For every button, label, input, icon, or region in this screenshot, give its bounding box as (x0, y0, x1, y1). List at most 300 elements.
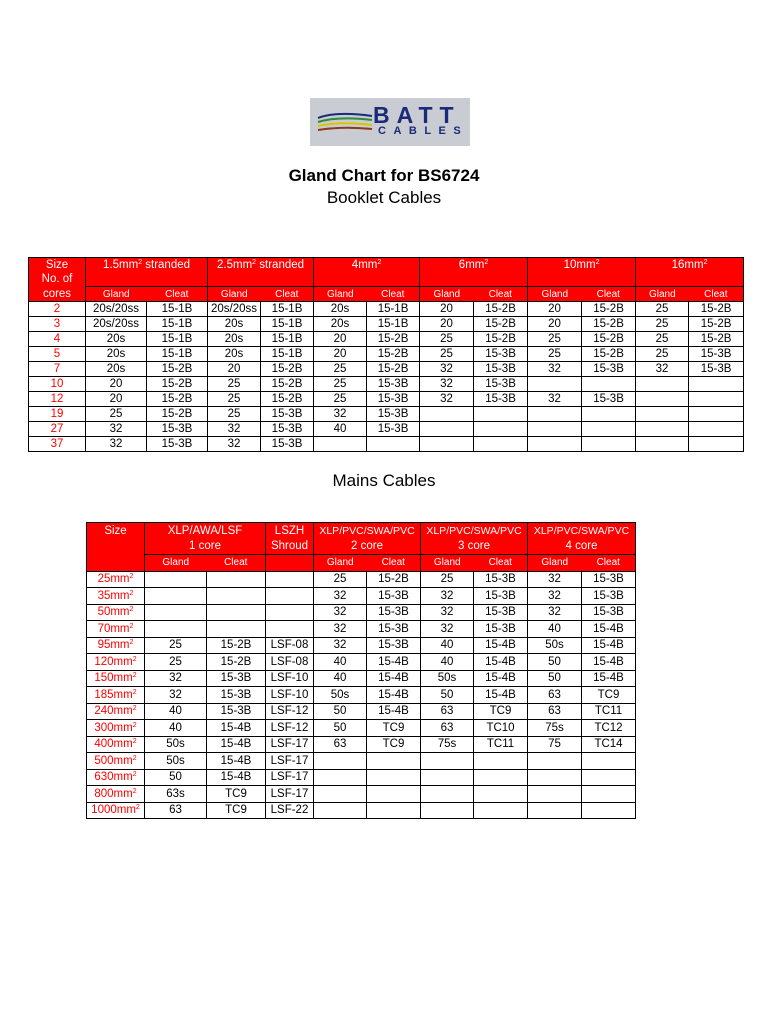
cleat-cell: 15-1B (367, 317, 420, 332)
cores-header: cores (29, 287, 86, 302)
gland-cell (314, 437, 367, 452)
cleat-cell (474, 802, 528, 819)
cleat-cell: 15-3B (207, 703, 266, 720)
gland-cell (314, 786, 367, 803)
cleat-cell: 15-2B (147, 377, 208, 392)
gland-cell: 63 (528, 703, 582, 720)
gland-cell: 25 (421, 571, 474, 588)
cleat-cell: 15-3B (582, 392, 636, 407)
cleat-cell: 15-4B (582, 637, 636, 654)
gland-cell: 25 (86, 407, 147, 422)
column-header: 2 core (314, 539, 421, 555)
cleat-cell: 15-3B (207, 687, 266, 704)
gland-cell (528, 802, 582, 819)
cleat-cell: 15-3B (582, 604, 636, 621)
cleat-cell: 15-2B (582, 317, 636, 332)
cleat-cell: TC9 (207, 802, 266, 819)
gland-cell: 20s/20ss (208, 302, 261, 317)
gland-cell: 32 (208, 437, 261, 452)
cleat-cell (474, 407, 528, 422)
cores-header: No. of (29, 272, 86, 287)
cleat-cell (474, 786, 528, 803)
gland-cell (314, 769, 367, 786)
cleat-cell: TC9 (207, 786, 266, 803)
gland-cell: 32 (86, 422, 147, 437)
gland-cell (421, 786, 474, 803)
mains-header-row (87, 523, 636, 539)
shroud-cell (266, 621, 314, 638)
shroud-cell (266, 571, 314, 588)
gland-cell (636, 407, 689, 422)
cleat-cell: 15-1B (147, 317, 208, 332)
shroud-cell: LSF-12 (266, 703, 314, 720)
cleat-cell: 15-2B (367, 571, 421, 588)
cleat-cell: 15-3B (474, 392, 528, 407)
gland-cell: 25 (314, 362, 367, 377)
gland-cell (420, 422, 474, 437)
table-row (29, 362, 744, 377)
core-count: 3 (29, 317, 86, 332)
gland-cell: 32 (421, 588, 474, 605)
core-count: 7 (29, 362, 86, 377)
cleat-cell: 15-4B (367, 703, 421, 720)
gland-cell: 20s (314, 317, 367, 332)
shroud-cell: LSF-08 (266, 637, 314, 654)
gland-cell (528, 786, 582, 803)
cleat-cell: 15-3B (367, 604, 421, 621)
table-row (87, 670, 636, 687)
cable-size: $35mm^2$ (87, 588, 145, 605)
logo-text-cables: CABLES (378, 125, 469, 137)
cleat-cell: 15-4B (474, 637, 528, 654)
cable-size: $300mm^2$ (87, 720, 145, 737)
section-title-mains: Mains Cables (332, 471, 436, 490)
cleat-subheader: Cleat (582, 555, 636, 572)
core-count: 2 (29, 302, 86, 317)
table-row (87, 703, 636, 720)
table-row (87, 687, 636, 704)
cleat-cell: 15-4B (474, 670, 528, 687)
cleat-cell: 15-3B (367, 407, 420, 422)
gland-cell: 25 (528, 347, 582, 362)
cleat-subheader: Cleat (261, 287, 314, 302)
gland-subheader: Gland (421, 555, 474, 572)
cleat-cell (689, 377, 744, 392)
gland-cell: 75s (528, 720, 582, 737)
gland-subheader: Gland (208, 287, 261, 302)
mains-cables-table (86, 522, 636, 819)
gland-cell: 20 (420, 302, 474, 317)
gland-cell: 32 (636, 362, 689, 377)
cleat-cell: 15-2B (367, 332, 420, 347)
cleat-cell: 15-3B (367, 588, 421, 605)
cleat-cell: TC11 (582, 703, 636, 720)
cleat-cell: TC9 (474, 703, 528, 720)
cleat-cell (689, 392, 744, 407)
cleat-subheader: Cleat (474, 287, 528, 302)
cleat-cell: 15-4B (207, 769, 266, 786)
core-count: 4 (29, 332, 86, 347)
cleat-cell (474, 753, 528, 770)
cleat-cell (367, 786, 421, 803)
cleat-subheader: Cleat (474, 555, 528, 572)
column-header: XLP/PVC/SWA/PVC (314, 523, 421, 539)
cleat-cell: 15-3B (147, 422, 208, 437)
cleat-subheader: Cleat (367, 287, 420, 302)
cleat-cell: 15-2B (261, 392, 314, 407)
cleat-cell: 15-3B (582, 362, 636, 377)
cleat-cell: 15-3B (474, 588, 528, 605)
gland-cell (145, 571, 207, 588)
gland-cell: 20 (86, 377, 147, 392)
cleat-cell (367, 802, 421, 819)
size-header: Size (87, 523, 145, 539)
gland-cell: 32 (420, 377, 474, 392)
column-header: $10mm^2$ (528, 258, 636, 273)
cleat-cell: 15-3B (367, 377, 420, 392)
gland-cell (636, 377, 689, 392)
gland-subheader: Gland (420, 287, 474, 302)
gland-cell: 63 (421, 703, 474, 720)
core-count: 12 (29, 392, 86, 407)
gland-cell: 32 (145, 670, 207, 687)
cleat-cell: 15-3B (261, 407, 314, 422)
gland-cell: 32 (421, 621, 474, 638)
cleat-subheader: Cleat (582, 287, 636, 302)
column-header: $1.5mm^2$ stranded (86, 258, 208, 273)
gland-cell: 20 (208, 362, 261, 377)
shroud-cell: LSF-08 (266, 654, 314, 671)
gland-cell (421, 753, 474, 770)
gland-cell: 25 (636, 302, 689, 317)
cleat-cell: TC12 (582, 720, 636, 737)
cleat-cell: 15-3B (582, 571, 636, 588)
cleat-cell: 15-1B (261, 332, 314, 347)
cleat-cell (474, 422, 528, 437)
gland-cell: 63 (314, 736, 367, 753)
cleat-cell: TC9 (367, 720, 421, 737)
cleat-cell (582, 786, 636, 803)
gland-cell: 25 (314, 392, 367, 407)
gland-subheader: Gland (314, 287, 367, 302)
cleat-subheader: Cleat (147, 287, 208, 302)
cable-size: $630mm^2$ (87, 769, 145, 786)
gland-cell: 20 (528, 302, 582, 317)
shroud-cell: LSF-17 (266, 769, 314, 786)
gland-cell: 25 (420, 347, 474, 362)
cleat-cell (207, 588, 266, 605)
cleat-cell: 15-2B (261, 377, 314, 392)
cleat-cell: 15-2B (147, 407, 208, 422)
table-row (87, 802, 636, 819)
cleat-cell (474, 437, 528, 452)
gland-cell: 63s (145, 786, 207, 803)
cleat-cell: 15-2B (474, 317, 528, 332)
gland-cell: 32 (86, 437, 147, 452)
gland-cell: 32 (145, 687, 207, 704)
cleat-cell (582, 769, 636, 786)
cleat-cell: 15-4B (474, 687, 528, 704)
cleat-cell: TC9 (582, 687, 636, 704)
cable-size: $120mm^2$ (87, 654, 145, 671)
cleat-cell (582, 377, 636, 392)
cleat-cell: 15-2B (582, 302, 636, 317)
cleat-cell: 15-4B (582, 654, 636, 671)
gland-cell: 40 (421, 637, 474, 654)
gland-cell: 50 (145, 769, 207, 786)
cleat-cell: 15-3B (582, 588, 636, 605)
gland-cell: 50s (145, 736, 207, 753)
booklet-cables-table (28, 257, 744, 452)
gland-cell: 20s (208, 332, 261, 347)
gland-cell (636, 437, 689, 452)
gland-cell: 32 (314, 604, 367, 621)
cleat-cell: 15-2B (689, 332, 744, 347)
gland-cell: 32 (314, 407, 367, 422)
column-header: XLP/AWA/LSF (145, 523, 266, 539)
gland-subheader: Gland (86, 287, 147, 302)
core-count: 19 (29, 407, 86, 422)
gland-cell: 50s (314, 687, 367, 704)
cable-size: $500mm^2$ (87, 753, 145, 770)
gland-cell: 40 (421, 654, 474, 671)
gland-cell: 25 (208, 377, 261, 392)
gland-subheader: Gland (636, 287, 689, 302)
cleat-cell (582, 407, 636, 422)
gland-cell (420, 407, 474, 422)
gland-cell: 50 (421, 687, 474, 704)
cleat-cell (474, 769, 528, 786)
gland-cell (145, 588, 207, 605)
booklet-header-row (29, 258, 744, 273)
gland-cell: 20s (208, 317, 261, 332)
gland-cell: 25 (636, 317, 689, 332)
gland-cell: 75 (528, 736, 582, 753)
gland-cell: 40 (314, 670, 367, 687)
gland-cell: 63 (421, 720, 474, 737)
gland-cell: 20s (208, 347, 261, 362)
cleat-cell: 15-3B (689, 347, 744, 362)
cleat-cell: 15-4B (207, 720, 266, 737)
table-row (87, 753, 636, 770)
cleat-cell: 15-4B (582, 670, 636, 687)
cleat-subheader: Cleat (367, 555, 421, 572)
gland-cell: 50 (314, 720, 367, 737)
page-title: Gland Chart for BS6724 (288, 166, 480, 185)
cleat-cell (582, 437, 636, 452)
booklet-subheader-row (29, 287, 744, 302)
column-header: $4mm^2$ (314, 258, 420, 273)
shroud-cell: LSF-22 (266, 802, 314, 819)
cleat-cell: 15-2B (582, 332, 636, 347)
gland-cell: 50 (314, 703, 367, 720)
cable-size: $800mm^2$ (87, 786, 145, 803)
cable-size: $240mm^2$ (87, 703, 145, 720)
cleat-cell: 15-3B (147, 437, 208, 452)
table-row (29, 407, 744, 422)
gland-cell (420, 437, 474, 452)
cable-size: $25mm^2$ (87, 571, 145, 588)
cleat-cell: 15-3B (474, 621, 528, 638)
shroud-cell: LSF-17 (266, 786, 314, 803)
cleat-cell (207, 621, 266, 638)
table-row (87, 654, 636, 671)
cleat-cell: 15-1B (147, 332, 208, 347)
cleat-cell: 15-3B (474, 377, 528, 392)
gland-cell: 40 (145, 703, 207, 720)
gland-subheader: Gland (314, 555, 367, 572)
gland-cell: 20s (86, 362, 147, 377)
batt-cables-logo (310, 98, 470, 146)
cleat-cell: 15-3B (474, 604, 528, 621)
gland-cell (528, 422, 582, 437)
cleat-cell: 15-3B (207, 670, 266, 687)
cleat-cell: 15-3B (261, 422, 314, 437)
cleat-cell: 15-4B (474, 654, 528, 671)
cleat-cell: 15-2B (367, 347, 420, 362)
gland-cell (528, 407, 582, 422)
gland-cell: 32 (420, 392, 474, 407)
table-row (29, 392, 744, 407)
gland-cell: 25 (636, 332, 689, 347)
column-header: $2.5mm^2$ stranded (208, 258, 314, 273)
gland-cell: 20 (86, 392, 147, 407)
core-count: 10 (29, 377, 86, 392)
cleat-cell: 15-2B (689, 317, 744, 332)
gland-cell (528, 753, 582, 770)
gland-cell: 32 (314, 637, 367, 654)
cleat-cell: 15-2B (474, 302, 528, 317)
cable-size: $185mm^2$ (87, 687, 145, 704)
column-header: $16mm^2$ (636, 258, 744, 273)
gland-cell: 25 (208, 407, 261, 422)
table-row (29, 317, 744, 332)
cleat-cell: 15-1B (147, 302, 208, 317)
cleat-cell: 15-3B (689, 362, 744, 377)
gland-cell (421, 769, 474, 786)
cleat-cell: TC11 (474, 736, 528, 753)
gland-subheader: Gland (145, 555, 207, 572)
cleat-cell (582, 422, 636, 437)
table-row (87, 588, 636, 605)
table-row (87, 637, 636, 654)
gland-cell: 20s/20ss (86, 317, 147, 332)
cleat-cell: 15-3B (474, 347, 528, 362)
gland-cell: 40 (314, 422, 367, 437)
cable-size: $70mm^2$ (87, 621, 145, 638)
cleat-cell: 15-4B (367, 670, 421, 687)
cable-size: $400mm^2$ (87, 736, 145, 753)
gland-cell: 75s (421, 736, 474, 753)
gland-cell: 25 (208, 392, 261, 407)
gland-cell: 25 (314, 377, 367, 392)
gland-cell (314, 753, 367, 770)
cleat-cell: 15-2B (147, 392, 208, 407)
gland-cell (528, 377, 582, 392)
column-header: LSZH (266, 523, 314, 539)
cleat-cell: 15-4B (207, 736, 266, 753)
cleat-cell: 15-4B (582, 621, 636, 638)
gland-cell: 40 (528, 621, 582, 638)
mains-header-row (87, 539, 636, 555)
column-header: 1 core (145, 539, 266, 555)
gland-cell: 50 (528, 654, 582, 671)
cleat-subheader: Cleat (689, 287, 744, 302)
cleat-cell: 15-1B (261, 302, 314, 317)
cleat-cell: 15-3B (367, 422, 420, 437)
core-count: 27 (29, 422, 86, 437)
section-title-booklet: Booklet Cables (326, 188, 442, 207)
cleat-cell: 15-2B (261, 362, 314, 377)
cable-size: $1000mm^2$ (87, 802, 145, 819)
column-header: XLP/PVC/SWA/PVC (421, 523, 528, 539)
column-header: XLP/PVC/SWA/PVC (528, 523, 636, 539)
cleat-cell: 15-3B (474, 362, 528, 377)
gland-cell: 50 (528, 670, 582, 687)
gland-cell (528, 437, 582, 452)
column-header: $6mm^2$ (420, 258, 528, 273)
gland-cell: 25 (528, 332, 582, 347)
gland-cell: 20s (86, 347, 147, 362)
gland-cell: 63 (528, 687, 582, 704)
cleat-cell: 15-1B (367, 302, 420, 317)
cleat-cell (367, 437, 420, 452)
gland-cell: 32 (528, 362, 582, 377)
cleat-cell: 15-3B (474, 571, 528, 588)
gland-cell (314, 802, 367, 819)
gland-cell: 25 (314, 571, 367, 588)
logo-stripes-icon (316, 108, 374, 136)
gland-cell: 50s (421, 670, 474, 687)
gland-cell: 32 (528, 392, 582, 407)
gland-cell: 32 (420, 362, 474, 377)
table-row (87, 786, 636, 803)
cleat-subheader: Cleat (207, 555, 266, 572)
column-header: 4 core (528, 539, 636, 555)
cleat-cell: 15-2B (207, 637, 266, 654)
shroud-cell (266, 588, 314, 605)
gland-cell: 32 (528, 588, 582, 605)
cleat-cell: TC9 (367, 736, 421, 753)
gland-cell: 20s/20ss (86, 302, 147, 317)
cleat-cell: 15-1B (147, 347, 208, 362)
cleat-cell: 15-2B (689, 302, 744, 317)
gland-cell (145, 621, 207, 638)
cleat-cell: 15-2B (367, 362, 420, 377)
cleat-cell: 15-2B (207, 654, 266, 671)
gland-cell: 20 (314, 347, 367, 362)
cleat-cell: 15-3B (261, 437, 314, 452)
gland-cell: 20s (314, 302, 367, 317)
cleat-cell: 15-2B (147, 362, 208, 377)
cleat-cell: 15-2B (582, 347, 636, 362)
gland-cell: 40 (145, 720, 207, 737)
cleat-cell (689, 407, 744, 422)
logo-text-batt: BATT (373, 102, 461, 128)
cleat-cell: 15-4B (367, 654, 421, 671)
cleat-cell: TC14 (582, 736, 636, 753)
gland-cell: 32 (421, 604, 474, 621)
shroud-cell: LSF-17 (266, 753, 314, 770)
table-row (29, 332, 744, 347)
cleat-cell: 15-4B (367, 687, 421, 704)
column-header: Shroud (266, 539, 314, 555)
gland-cell: 32 (528, 604, 582, 621)
cleat-cell (207, 604, 266, 621)
booklet-header-row (29, 272, 744, 287)
shroud-cell: LSF-10 (266, 687, 314, 704)
gland-cell: 50s (528, 637, 582, 654)
